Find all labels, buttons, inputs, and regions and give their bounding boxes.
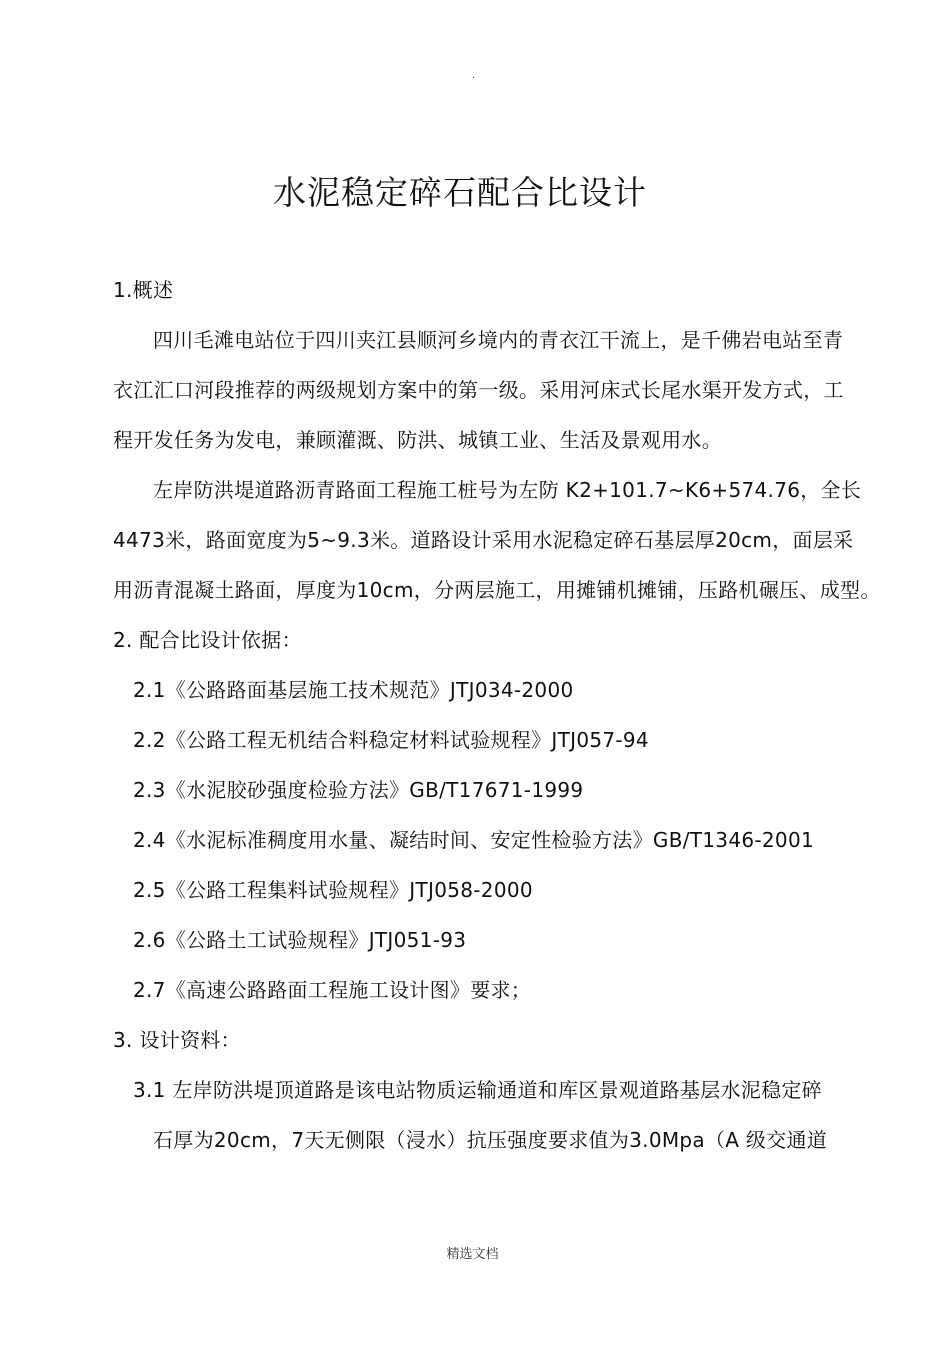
section3-p1-line1: 3.1 左岸防洪堤顶道路是该电站物质运输通道和库区景观道路基层水泥稳定碎 <box>133 1078 822 1102</box>
section1-p2-line3: 用沥青混凝土路面，厚度为10cm，分两层施工，用摊铺机摊铺，压路机碾压、成型。 <box>113 578 881 602</box>
reference-item: 2.2《公路工程无机结合料稳定材料试验规程》JTJ057-94 <box>133 728 649 752</box>
header-dot: . <box>472 70 476 81</box>
section3-p1-line2: 石厚为20cm，7天无侧限（浸水）抗压强度要求值为3.0Mpa（A 级交通道 <box>153 1128 828 1152</box>
reference-item: 2.4《水泥标准稠度用水量、凝结时间、安定性检验方法》GB/T1346-2001 <box>133 828 814 852</box>
section1-p2-line2: 4473米，路面宽度为5~9.3米。道路设计采用水泥稳定碎石基层厚20cm，面层采 <box>113 528 854 552</box>
reference-item: 2.3《水泥胶砂强度检验方法》GB/T17671-1999 <box>133 778 584 802</box>
section1-p1-line2: 衣江汇口河段推荐的两级规划方案中的第一级。采用河床式长尾水渠开发方式，工 <box>113 378 844 402</box>
reference-item: 2.5《公路工程集料试验规程》JTJ058-2000 <box>133 878 533 902</box>
page-title: 水泥稳定碎石配合比设计 <box>273 173 647 212</box>
page-footer: 精选文档 <box>446 1247 499 1262</box>
section2-heading: 2. 配合比设计依据： <box>113 628 302 652</box>
reference-item: 2.7《高速公路路面工程施工设计图》要求； <box>133 978 532 1002</box>
section1-heading: 1.概述 <box>113 278 174 302</box>
section1-p1-line1: 四川毛滩电站位于四川夹江县顺河乡境内的青衣江干流上，是千佛岩电站至青 <box>153 328 844 352</box>
section3-heading: 3. 设计资料： <box>113 1028 241 1052</box>
section1-p2-line1: 左岸防洪堤道路沥青路面工程施工桩号为左防 K2+101.7~K6+574.76，全长 <box>153 478 862 502</box>
reference-item: 2.1《公路路面基层施工技术规范》JTJ034-2000 <box>133 678 574 702</box>
reference-item: 2.6《公路土工试验规程》JTJ051-93 <box>133 928 467 952</box>
section1-p1-line3: 程开发任务为发电，兼顾灌溉、防洪、城镇工业、生活及景观用水。 <box>113 428 722 452</box>
